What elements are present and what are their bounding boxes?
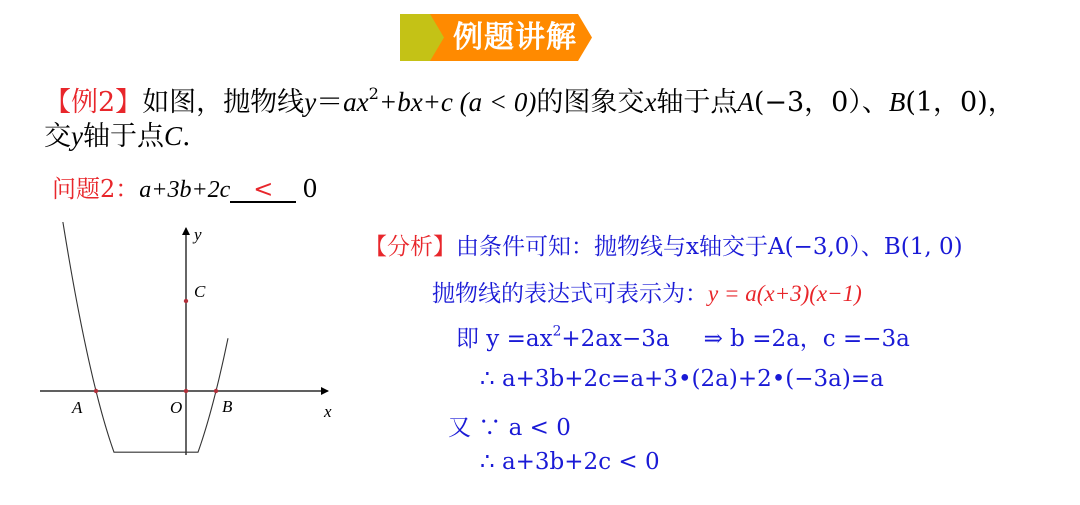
point-b-label: B: [222, 397, 233, 416]
answer-blank: <: [230, 177, 296, 203]
point-c-dot: [184, 299, 188, 303]
question-2: 问题2：a+3b+2c < 0: [52, 175, 318, 203]
x-axis-label: x: [324, 402, 332, 421]
point-o-dot: [184, 389, 188, 393]
parabola-curve: [48, 222, 228, 452]
analysis-line2: 抛物线的表达式可表示为：y = a(x+3)(x−1): [432, 281, 862, 307]
problem-statement-line1: 【例2】如图，抛物线$y=ax^2+bx+c$ (a < 0)的图象交x轴于点A(−3，0）、B(1，0)，: [44, 83, 1015, 118]
y-axis-label: y: [194, 225, 202, 244]
point-c-label: C: [194, 282, 206, 301]
analysis-line3: 即 $y =ax^2+2ax-3a$ ⇒ b =2a，c =−3a: [456, 323, 910, 352]
analysis-line1: 【分析】由条件可知：抛物线与x轴交于A(−3,0）、B(1, 0): [364, 234, 963, 260]
point-b-dot: [214, 389, 218, 393]
analysis-tag: 【分析】: [364, 234, 456, 260]
parabola-graph: [38, 222, 338, 462]
banner-title: 例题讲解: [453, 20, 577, 55]
problem-statement-line2: 交y轴于点C.: [44, 121, 191, 152]
point-o-label: O: [170, 398, 183, 417]
analysis-line6: ∴ a+3b+2c < 0: [480, 449, 660, 475]
problem-tag: 【例2】: [44, 87, 143, 118]
analysis-line4: ∴ a+3b+2c=a+3•(2a)+2•(−3a)=a: [480, 366, 884, 392]
point-a-dot: [94, 389, 98, 393]
point-a-label: A: [72, 398, 83, 417]
analysis-line5: 又 ∵ a < 0: [448, 415, 571, 441]
factored-form: y = a(x+3)(x−1): [708, 281, 862, 306]
question-label: 问题2：: [52, 175, 140, 203]
